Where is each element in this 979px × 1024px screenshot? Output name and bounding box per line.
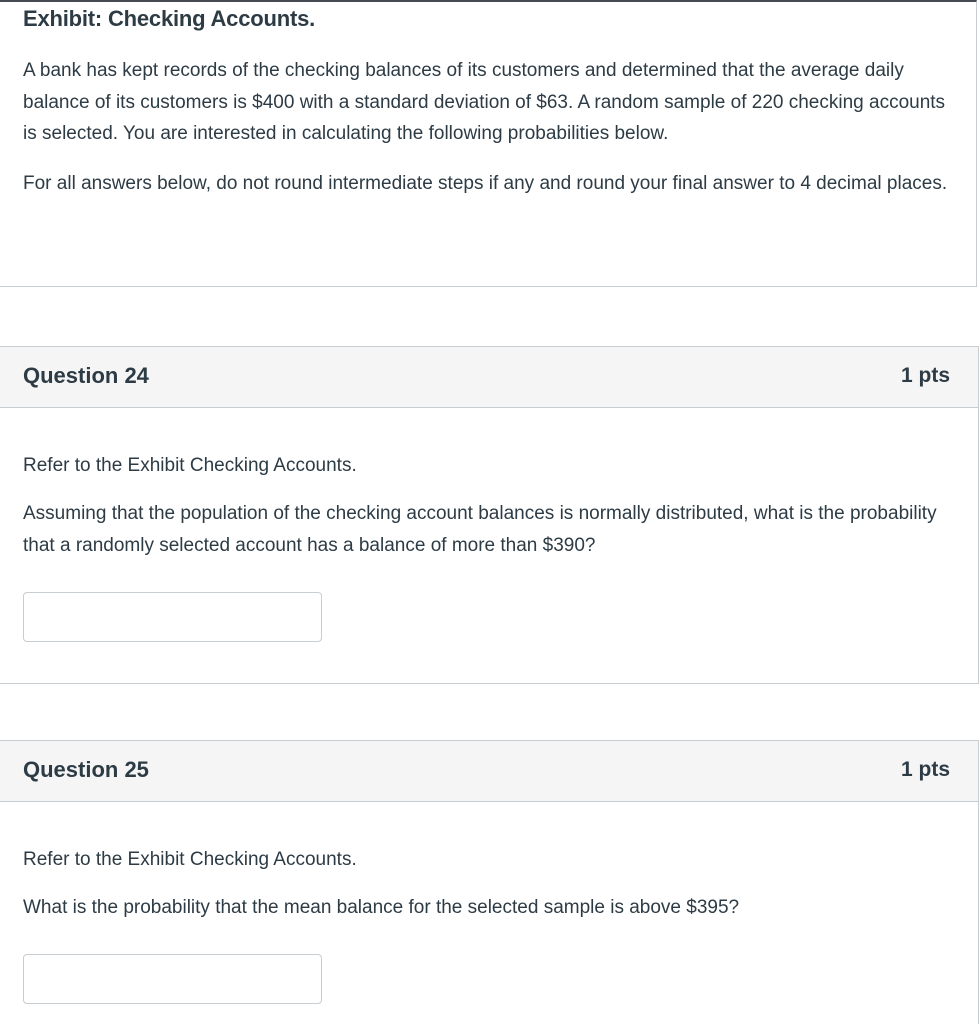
answer-input[interactable]: [23, 592, 322, 642]
question-reference: Refer to the Exhibit Checking Accounts.: [23, 455, 357, 476]
exhibit-paragraph: A bank has kept records of the checking balances of its customers and determined that the average daily balance of its customers is $400 with a standard deviation of $63. A random sample of 220 checking accounts is selected. You are interested in calculating the following probabilities below.: [23, 60, 946, 144]
question-points: 1 pts: [900, 758, 950, 781]
question-header: [0, 741, 978, 802]
exhibit-panel: [0, 0, 977, 287]
exhibit-body: [23, 55, 958, 217]
question-24-panel: [0, 346, 979, 684]
question-reference: Refer to the Exhibit Checking Accounts.: [23, 849, 357, 870]
question-prompt: What is the probability that the mean balance for the selected sample is above $395?: [23, 897, 740, 918]
exhibit-title: Exhibit: Checking Accounts.: [23, 6, 316, 31]
question-text: [23, 450, 958, 578]
answer-input[interactable]: [23, 954, 322, 1004]
question-text: [23, 844, 958, 940]
question-prompt: Assuming that the population of the checking account balances is normally distributed, what is the probability that a randomly selected account has a balance of more than $390?: [23, 503, 937, 556]
question-title: Question 25: [23, 757, 149, 782]
exhibit-instructions: For all answers below, do not round intermediate steps if any and round your final answer to 4 decimal places.: [23, 172, 948, 194]
question-points: 1 pts: [900, 364, 950, 387]
question-title: Question 24: [23, 363, 149, 388]
question-header: [0, 347, 978, 408]
question-25-panel: [0, 740, 979, 1024]
